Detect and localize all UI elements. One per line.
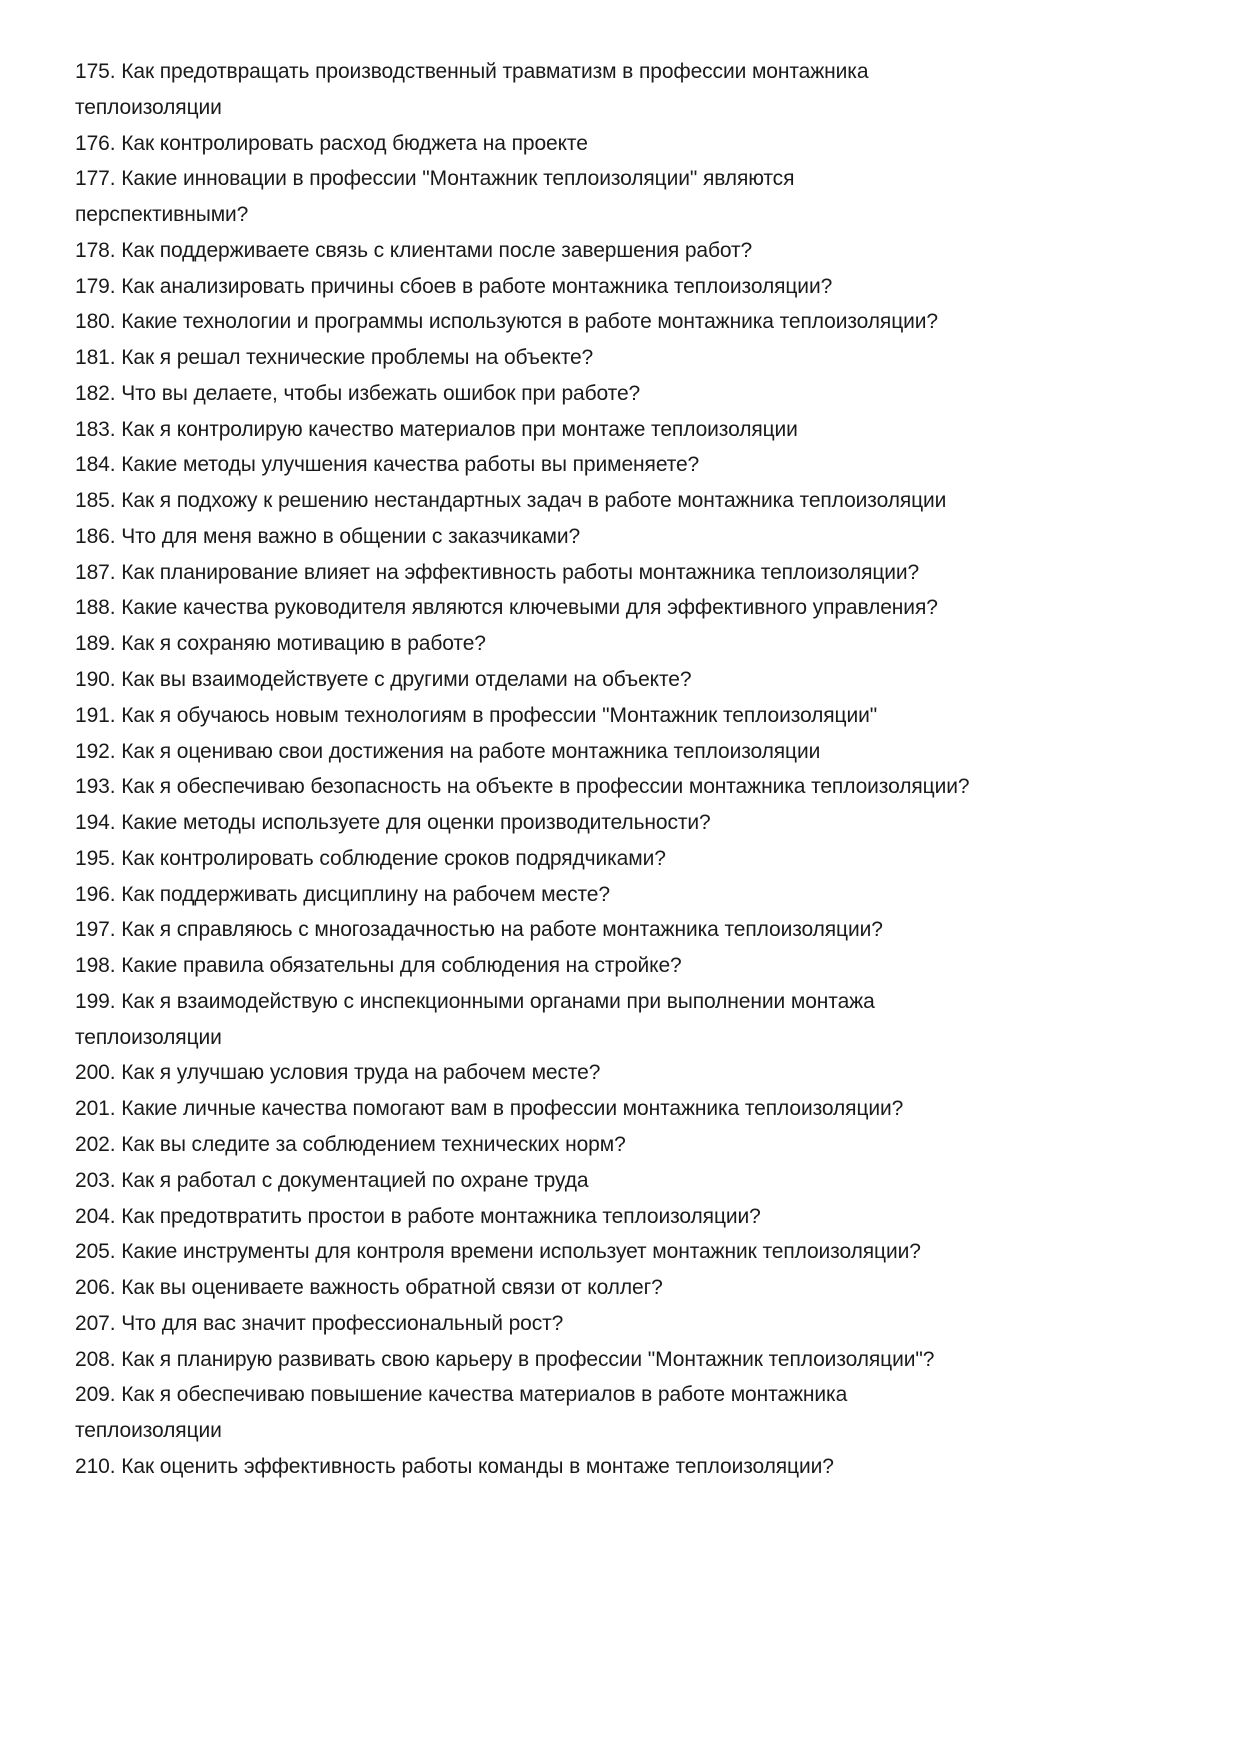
question-text: Как вы взаимодействуете с другими отделами на объекте?	[121, 668, 692, 692]
question-text: Как анализировать причины сбоев в работе монтажника теплоизоляции?	[121, 274, 833, 298]
question-item	[75, 1199, 1195, 1235]
question-text: Как я сохраняю мотивацию в работе?	[121, 632, 486, 656]
question-item	[75, 519, 1195, 555]
question-item	[75, 805, 1195, 841]
question-text: Как вы оцениваете важность обратной связи от коллег?	[121, 1276, 663, 1300]
question-number: 189.	[75, 632, 116, 656]
question-text: Как поддерживать дисциплину на рабочем месте?	[121, 882, 610, 906]
question-item	[75, 1127, 1195, 1163]
question-item	[75, 1449, 1195, 1485]
question-number: 198.	[75, 954, 116, 978]
question-text: Как оценить эффективность работы команды в монтаже теплоизоляции?	[121, 1454, 834, 1478]
question-text: Как предотвращать производственный травматизм в профессии монтажника теплоизоляции	[75, 60, 869, 119]
question-item	[75, 233, 1195, 269]
question-item	[75, 483, 1195, 519]
question-text: Что вы делаете, чтобы избежать ошибок при работе?	[121, 381, 641, 405]
question-number: 204.	[75, 1204, 116, 1228]
question-text: Как я справляюсь с многозадачностью на работе монтажника теплоизоляции?	[121, 918, 883, 942]
question-number: 177.	[75, 167, 116, 191]
question-item	[75, 769, 1195, 805]
question-text: Как я улучшаю условия труда на рабочем месте?	[121, 1061, 601, 1085]
question-text: Как планирование влияет на эффективность работы монтажника теплоизоляции?	[121, 560, 920, 584]
question-item	[75, 555, 1195, 591]
question-text: Как я планирую развивать свою карьеру в профессии "Монтажник теплоизоляции"?	[121, 1347, 935, 1371]
question-item	[75, 1270, 1195, 1306]
question-number: 185.	[75, 489, 116, 513]
question-number: 179.	[75, 274, 116, 298]
question-text: Как я подхожу к решению нестандартных задач в работе монтажника теплоизоляции	[121, 489, 947, 513]
question-number: 199.	[75, 989, 116, 1013]
question-number: 210.	[75, 1454, 116, 1478]
question-number: 203.	[75, 1168, 116, 1192]
question-item	[75, 340, 1195, 376]
question-item	[75, 304, 1195, 340]
question-number: 184.	[75, 453, 116, 477]
question-text: Какие инновации в профессии "Монтажник теплоизоляции" являются перспективными?	[75, 167, 795, 227]
question-text: Что для меня важно в общении с заказчиками?	[121, 524, 581, 548]
question-number: 191.	[75, 703, 116, 727]
question-text: Какие инструменты для контроля времени использует монтажник теплоизоляции?	[121, 1240, 921, 1264]
question-number: 186.	[75, 524, 116, 548]
question-number: 207.	[75, 1311, 116, 1335]
question-item	[75, 1377, 1195, 1449]
question-text: Как я обучаюсь новым технологиям в профессии "Монтажник теплоизоляции"	[121, 703, 878, 727]
question-number: 202.	[75, 1132, 116, 1156]
question-item	[75, 1234, 1195, 1270]
question-text: Какие правила обязательны для соблюдения на стройке?	[121, 954, 682, 978]
question-number: 195.	[75, 846, 116, 870]
question-number: 197.	[75, 918, 116, 942]
question-text: Что для вас значит профессиональный рост?	[121, 1311, 564, 1335]
question-item	[75, 126, 1195, 162]
question-item	[75, 1306, 1195, 1342]
question-item	[75, 626, 1195, 662]
question-number: 180.	[75, 310, 116, 334]
question-number: 205.	[75, 1240, 116, 1264]
question-number: 183.	[75, 417, 116, 441]
question-number: 208.	[75, 1347, 116, 1371]
question-text: Как я обеспечиваю повышение качества материалов в работе монтажника теплоизоляции	[75, 1383, 848, 1443]
question-item	[75, 662, 1195, 698]
question-item	[75, 912, 1195, 948]
question-text: Как я оцениваю свои достижения на работе монтажника теплоизоляции	[121, 739, 821, 763]
question-item	[75, 841, 1195, 877]
question-item	[75, 1163, 1195, 1199]
question-number: 190.	[75, 668, 116, 692]
question-text: Как вы следите за соблюдением технических норм?	[121, 1132, 626, 1156]
question-item	[75, 590, 1195, 626]
question-text: Как контролировать соблюдение сроков подрядчиками?	[121, 846, 666, 870]
question-number: 176.	[75, 131, 116, 155]
question-number: 178.	[75, 238, 116, 262]
question-text: Как поддерживаете связь с клиентами после завершения работ?	[121, 238, 753, 262]
question-item	[75, 877, 1195, 913]
question-number: 196.	[75, 882, 116, 906]
question-item	[75, 447, 1195, 483]
question-item	[75, 1055, 1195, 1091]
question-text: Как я контролирую качество материалов при монтаже теплоизоляции	[121, 417, 798, 441]
question-item	[75, 984, 1195, 1056]
question-number: 181.	[75, 346, 116, 370]
question-text: Какие технологии и программы используются в работе монтажника теплоизоляции?	[121, 310, 938, 334]
question-number: 209.	[75, 1383, 116, 1407]
question-item	[75, 376, 1195, 412]
question-number: 188.	[75, 596, 116, 620]
question-number: 182.	[75, 381, 116, 405]
question-text: Какие личные качества помогают вам в профессии монтажника теплоизоляции?	[121, 1097, 904, 1121]
question-text: Как контролировать расход бюджета на проекте	[121, 131, 588, 155]
question-text: Как я работал с документацией по охране труда	[121, 1168, 589, 1192]
question-list	[75, 54, 1195, 1485]
question-item	[75, 161, 1195, 233]
question-item	[75, 948, 1195, 984]
question-number: 200.	[75, 1061, 116, 1085]
question-item	[75, 412, 1195, 448]
question-item	[75, 734, 1195, 770]
question-number: 187.	[75, 560, 116, 584]
question-number: 194.	[75, 811, 116, 835]
question-item	[75, 54, 1195, 126]
question-item	[75, 269, 1195, 305]
question-text: Как я обеспечиваю безопасность на объекте в профессии монтажника теплоизоляции?	[121, 775, 970, 799]
question-text: Как предотвратить простои в работе монтажника теплоизоляции?	[121, 1204, 761, 1228]
question-text: Как я взаимодействую с инспекционными органами при выполнении монтажа теплоизоляции	[75, 989, 875, 1049]
question-item	[75, 1342, 1195, 1378]
question-number: 206.	[75, 1276, 116, 1300]
question-text: Какие методы используете для оценки производительности?	[121, 811, 711, 835]
question-text: Какие качества руководителя являются ключевыми для эффективного управления?	[121, 596, 938, 620]
question-number: 175.	[75, 60, 116, 83]
question-item	[75, 698, 1195, 734]
question-number: 193.	[75, 775, 116, 799]
question-item	[75, 1091, 1195, 1127]
question-number: 201.	[75, 1097, 116, 1121]
question-text: Как я решал технические проблемы на объекте?	[121, 346, 594, 370]
question-text: Какие методы улучшения качества работы вы применяете?	[121, 453, 700, 477]
question-number: 192.	[75, 739, 116, 763]
